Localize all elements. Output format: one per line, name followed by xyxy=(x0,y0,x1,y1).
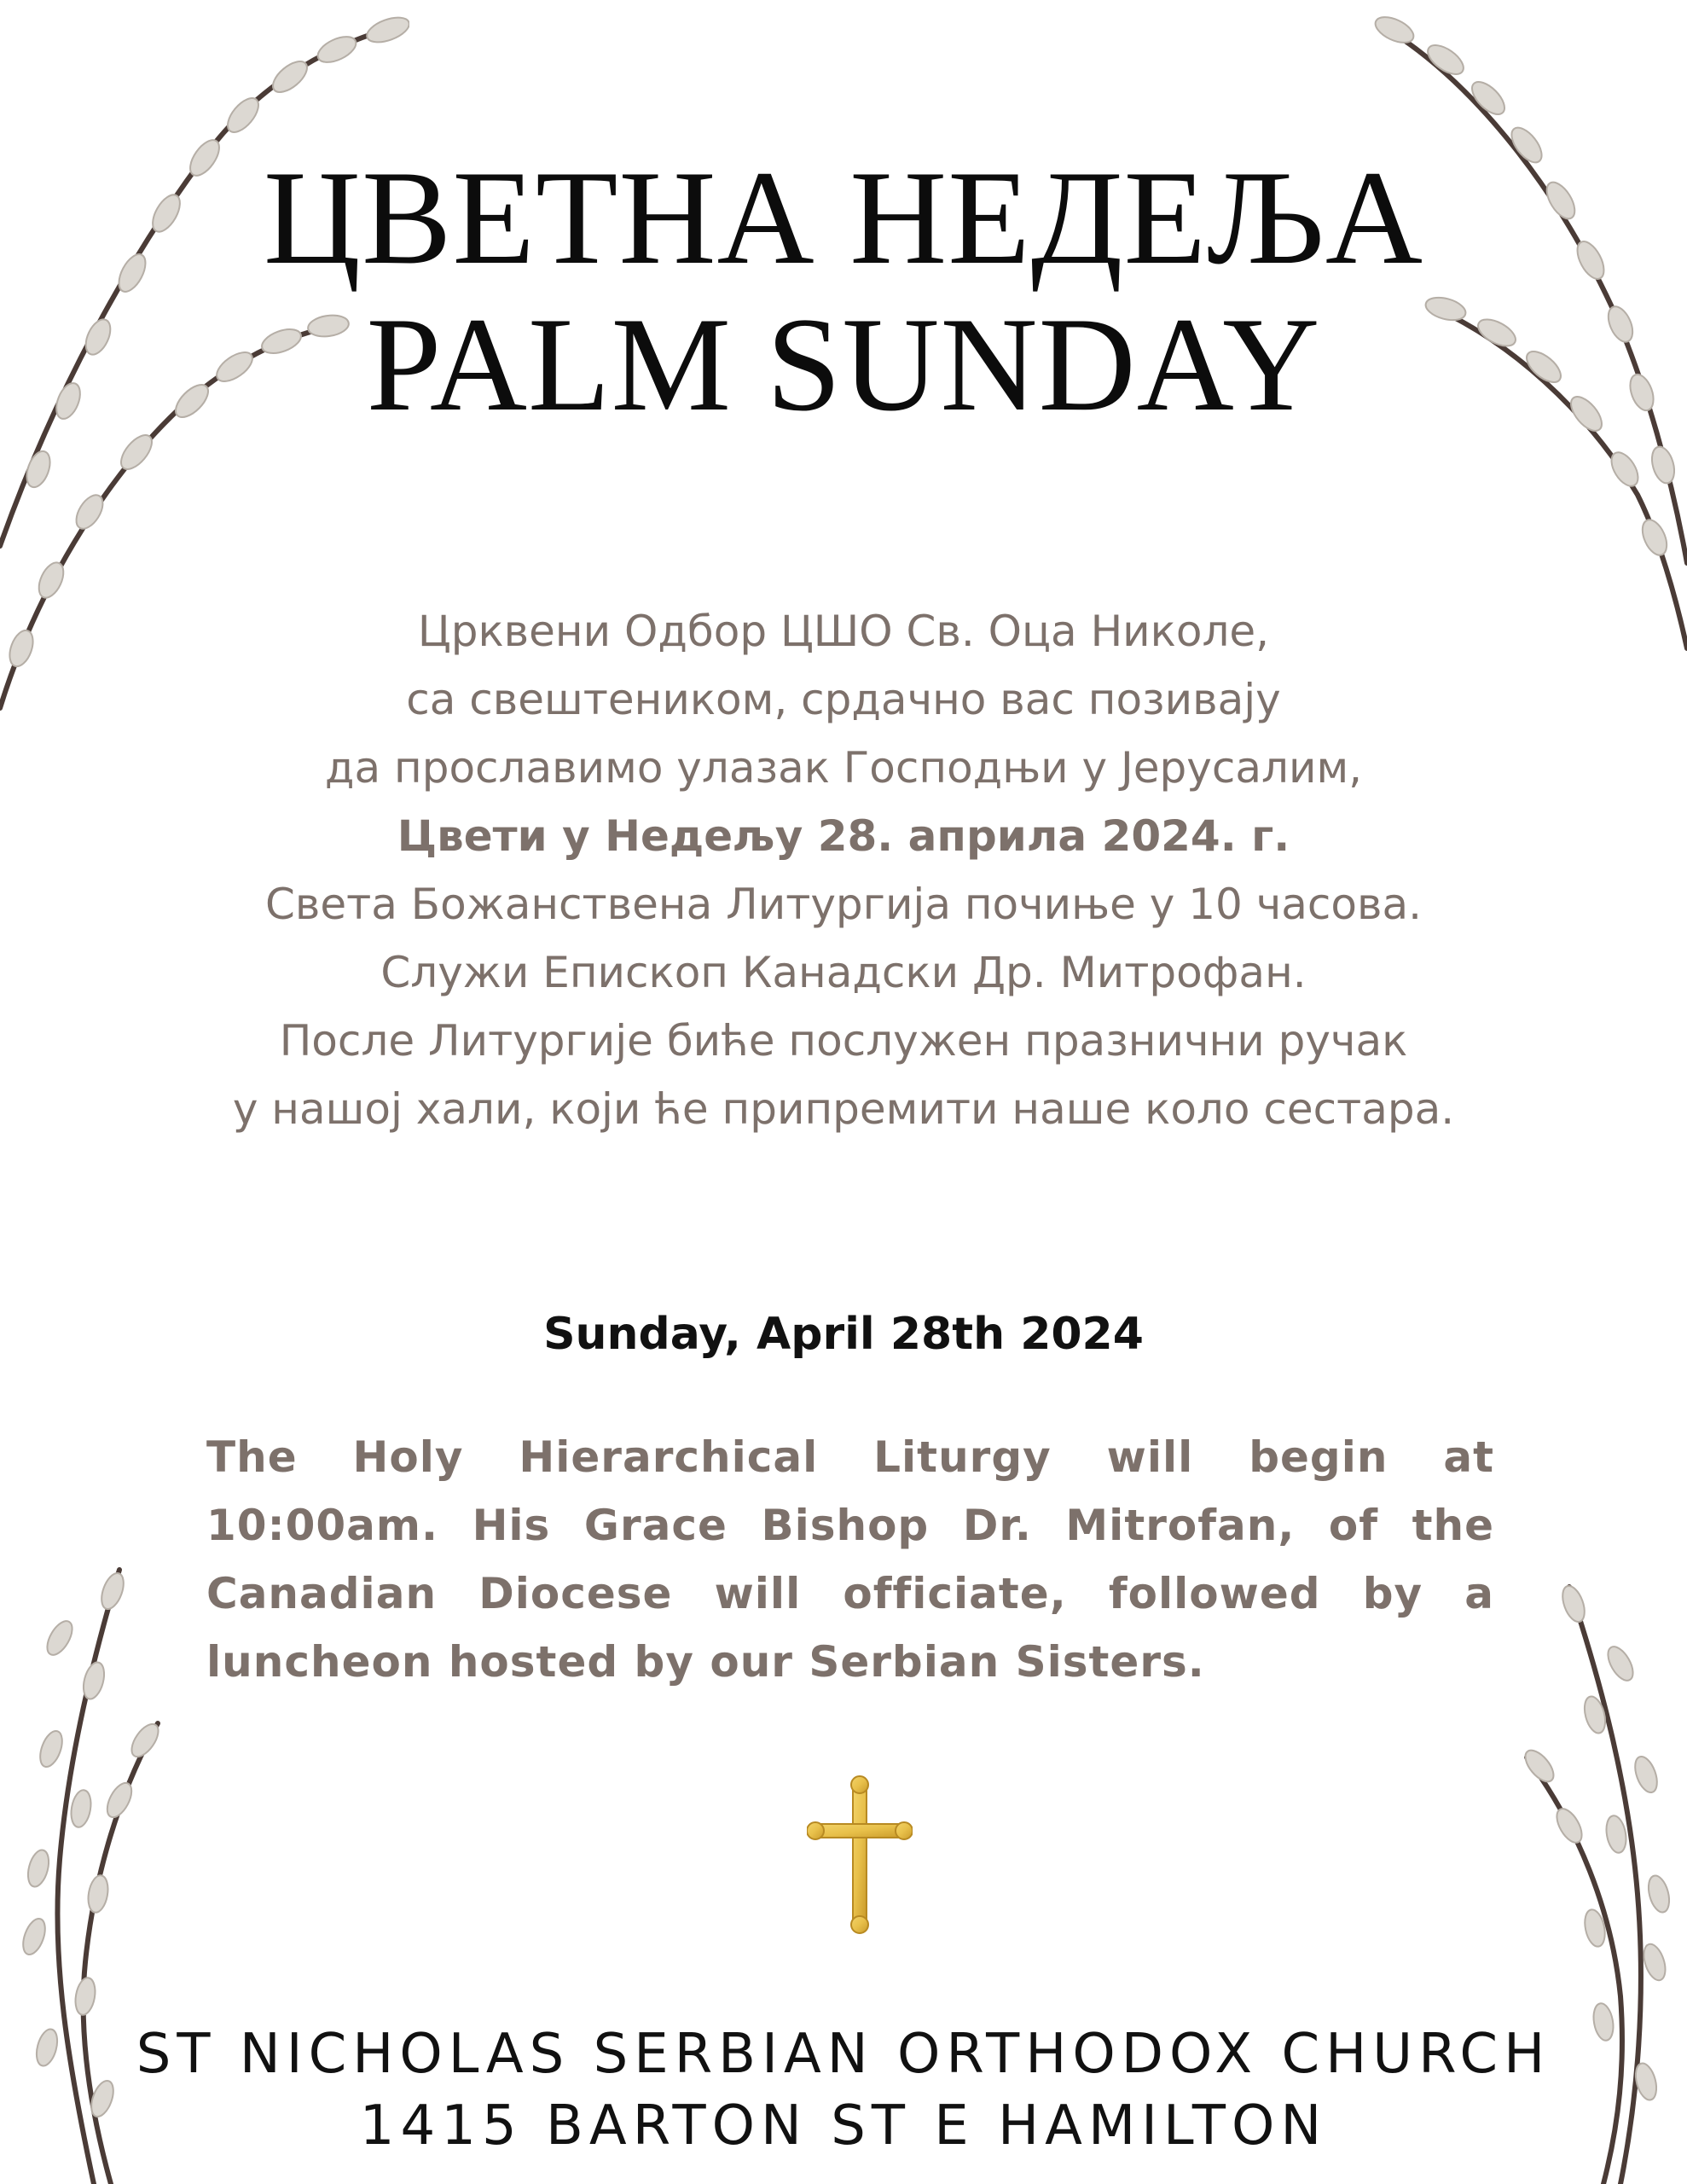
willow-branch-bottom-left xyxy=(0,1553,171,2184)
title-serbian: ЦВЕТНА НЕДЕЉА xyxy=(263,143,1423,293)
invitation-line: Служи Епископ Канадски Др. Митрофан. xyxy=(380,948,1307,997)
invitation-line: Црквени Одбор ЦШО Св. Оца Николе, xyxy=(417,607,1270,656)
invitation-date-line: Цвети у Недељу 28. априла 2024. г. xyxy=(397,811,1290,861)
event-details-english: The Holy Hierarchical Liturgy will begin at 10:00am. His Grace Bishop Dr. Mitrofan, of the Canadian Diocese will officiate, followed by a luncheon hosted by our Serbian Sisters. xyxy=(206,1432,1494,1687)
invitation-line: у нашој хали, који ће припремити наше коло сестара. xyxy=(232,1084,1455,1134)
event-date-english: Sunday, April 28th 2024 xyxy=(543,1309,1144,1360)
church-name: ST NICHOLAS SERBIAN ORTHODOX CHURCH xyxy=(136,2023,1551,2086)
invitation-line: После Литургије биће послужен празнични ручак xyxy=(279,1016,1408,1066)
invitation-serbian xyxy=(0,597,1687,1143)
title-english: PALM SUNDAY xyxy=(366,290,1321,439)
invitation-line: да прославимо улазак Господњи у Јерусалим, xyxy=(324,743,1363,793)
invitation-line: са свештеником, срдачно вас позивају xyxy=(406,675,1281,724)
invitation-line: Света Божанствена Литургија почиње у 10 часова. xyxy=(264,880,1423,929)
orthodox-cross-icon xyxy=(807,1774,913,1935)
church-address: 1415 BARTON ST E HAMILTON xyxy=(359,2094,1328,2158)
